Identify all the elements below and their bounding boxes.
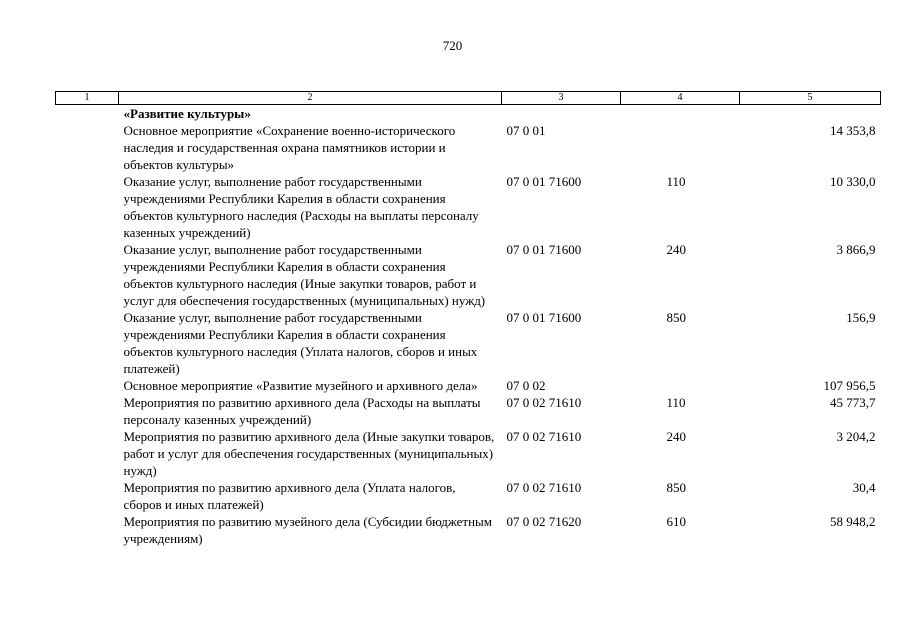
section-title-row xyxy=(56,105,881,123)
section-title: «Развитие культуры» xyxy=(123,106,251,121)
table-row xyxy=(56,377,881,394)
row-col-1 xyxy=(56,377,119,394)
row-name: Оказание услуг, выполнение работ государственными учреждениями Республики Карелия в области сохранения объектов культурного наследия (Расходы на выплаты персоналу казенных учреждений) xyxy=(123,174,479,240)
row-code: 07 0 01 71600 xyxy=(506,174,582,189)
row-code: 07 0 02 xyxy=(506,378,546,393)
budget-table xyxy=(55,91,881,547)
header-col-3: 3 xyxy=(502,92,621,105)
row-amount: 156,9 xyxy=(846,310,876,325)
row-name: Мероприятия по развитию музейного дела (Субсидии бюджетным учреждениям) xyxy=(123,514,493,546)
row-code: 07 0 02 71610 xyxy=(506,395,582,410)
row-amount: 30,4 xyxy=(852,480,876,495)
row-type: 240 xyxy=(666,242,686,257)
table-header-row xyxy=(56,92,881,105)
row-code: 07 0 01 71600 xyxy=(506,310,582,325)
row-name: Оказание услуг, выполнение работ государственными учреждениями Республики Карелия в области сохранения объектов культурного наследия (Иные закупки товаров, работ и услуг для обеспечения государственных (муниципальных) нужд) xyxy=(123,242,486,308)
row-col-1 xyxy=(56,309,119,377)
row-name: Основное мероприятие «Сохранение военно-исторического наследия и государственная охрана памятников истории и объектов культуры» xyxy=(123,123,456,172)
row-amount: 3 866,9 xyxy=(836,242,876,257)
row-amount: 107 956,5 xyxy=(823,378,876,393)
row-code: 07 0 02 71610 xyxy=(506,480,582,495)
row-type: 110 xyxy=(666,395,686,410)
table-row xyxy=(56,241,881,309)
header-col-1: 1 xyxy=(56,92,119,105)
row-amount: 14 353,8 xyxy=(830,123,876,138)
table-row xyxy=(56,173,881,241)
row-col-1 xyxy=(56,173,119,241)
header-col-5: 5 xyxy=(740,92,881,105)
row-amount: 3 204,2 xyxy=(836,429,876,444)
row-name: Мероприятия по развитию архивного дела (Иные закупки товаров, работ и услуг для обеспечения государственных (муниципальных) нужд) xyxy=(123,429,495,478)
table-row xyxy=(56,122,881,173)
row-type: 110 xyxy=(666,174,686,189)
row-amount: 45 773,7 xyxy=(830,395,876,410)
row-name: Мероприятия по развитию архивного дела (Расходы на выплаты персоналу казенных учреждений) xyxy=(123,395,481,427)
row-col-1 xyxy=(56,241,119,309)
table-row xyxy=(56,309,881,377)
row-col-1 xyxy=(56,479,119,513)
row-type xyxy=(621,377,740,394)
table-row xyxy=(56,479,881,513)
row-amount: 58 948,2 xyxy=(830,514,876,529)
row-name: Мероприятия по развитию архивного дела (Уплата налогов, сборов и иных платежей) xyxy=(123,480,456,512)
row-code: 07 0 02 71610 xyxy=(506,429,582,444)
row-name: Оказание услуг, выполнение работ государственными учреждениями Республики Карелия в области сохранения объектов культурного наследия (Уплата налогов, сборов и иных платежей) xyxy=(123,310,478,376)
row-type: 610 xyxy=(666,514,686,529)
table-row xyxy=(56,428,881,479)
row-name: Основное мероприятие «Развитие музейного и архивного дела» xyxy=(123,378,478,393)
table-row xyxy=(56,394,881,428)
row-type: 240 xyxy=(666,429,686,444)
row-amount: 10 330,0 xyxy=(830,174,876,189)
page-number: 720 xyxy=(442,38,463,53)
header-col-4: 4 xyxy=(621,92,740,105)
header-col-2: 2 xyxy=(119,92,502,105)
row-col-1 xyxy=(56,394,119,428)
row-type: 850 xyxy=(666,480,686,495)
row-code: 07 0 01 71600 xyxy=(506,242,582,257)
row-col-1 xyxy=(56,513,119,547)
row-type xyxy=(621,122,740,173)
row-col-1 xyxy=(56,122,119,173)
row-col-1 xyxy=(56,428,119,479)
table-row xyxy=(56,513,881,547)
row-type: 850 xyxy=(666,310,686,325)
row-code: 07 0 01 xyxy=(506,123,546,138)
row-code: 07 0 02 71620 xyxy=(506,514,582,529)
